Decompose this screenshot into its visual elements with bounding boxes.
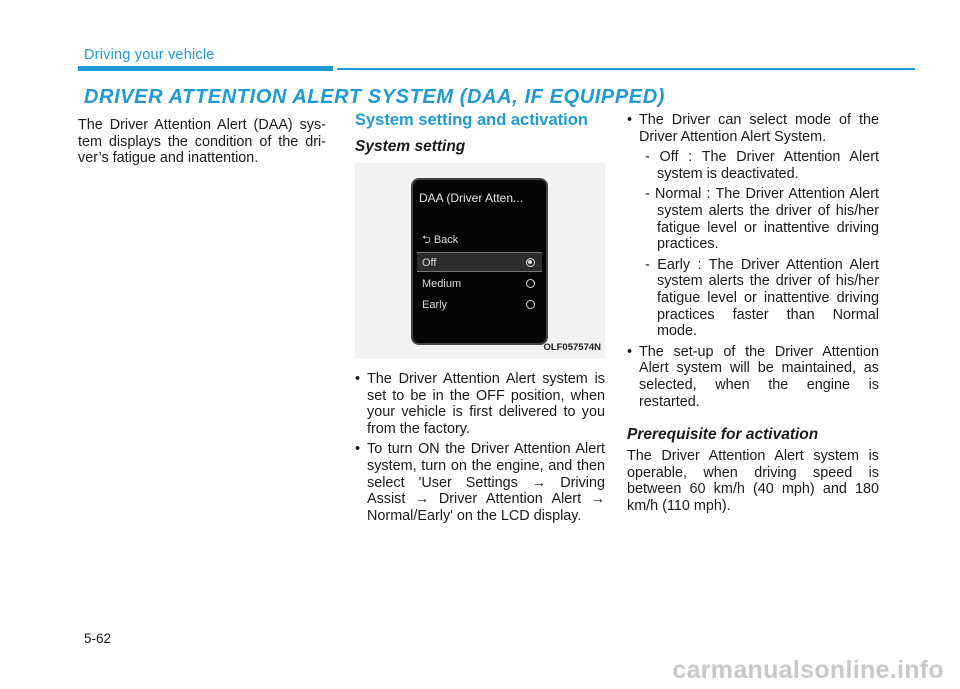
lcd-option-off <box>417 252 542 272</box>
page-number: 5-62 <box>84 631 112 646</box>
lcd-screen <box>411 178 548 345</box>
section-heading: System setting and activation <box>355 111 588 129</box>
figure-caption: OLF057574N <box>543 342 601 354</box>
bullet-turn-on: • To turn ON the Driver Attention Alert system, turn on the engine, and then select 'User Settings → Driving Assist → Driver Attention Alert → Normal/Early' on the LCD display. <box>355 441 605 524</box>
column-middle <box>355 110 605 528</box>
mode-early: - Early : The Driver Attention Alert system alerts the driver of his/her fatigue level or inattentive driving practices faster than Normal mode. <box>645 256 879 340</box>
back-arrow-icon: ⮌ <box>422 234 431 246</box>
column-left <box>78 117 326 167</box>
mode-normal: - Normal : The Driver Attention Alert system alerts the driver of his/her fatigue level or inattentive driving practices. <box>645 186 879 253</box>
watermark: carmanualsonline.info <box>672 656 944 684</box>
column-right <box>627 112 879 514</box>
lcd-option-label: Off <box>422 257 437 269</box>
lcd-back-label: Back <box>433 234 459 246</box>
prerequisite-paragraph: The Driver Attention Alert system is operable, when driving speed is between 60 km/h (40 mph) and 180 km/h (110 mph). <box>627 448 879 514</box>
page-title: DRIVER ATTENTION ALERT SYSTEM (DAA, IF EQUIPPED) <box>84 86 666 108</box>
bullet-default-off: • The Driver Attention Alert system is set to be in the OFF position, when your vehicle is first delivered to you from the factory. <box>355 371 605 437</box>
radio-selected-icon <box>526 258 535 267</box>
lcd-option-medium <box>417 274 542 294</box>
bullet-setup-maintained: • The set-up of the Driver Attention Alert system will be maintained, as selected, when the engine is restarted. <box>627 344 879 410</box>
lcd-option-label: Medium <box>422 278 462 290</box>
subheading-system-setting: System setting <box>355 138 466 155</box>
bullet-select-mode: • The Driver can select mode of the Driver Attention Alert System. <box>627 112 879 145</box>
mode-off: - Off : The Driver Attention Alert system is deactivated. <box>645 149 879 182</box>
subheading-prerequisite: Prerequisite for activation <box>627 426 819 444</box>
header-rule-thick <box>78 66 333 71</box>
header-rule-thin <box>337 68 915 70</box>
lcd-screen-title: DAA (Driver Atten... <box>419 191 524 205</box>
radio-icon <box>526 300 535 309</box>
section-label: Driving your vehicle <box>84 47 215 63</box>
radio-icon <box>526 279 535 288</box>
lcd-option-early <box>417 295 542 315</box>
lcd-option-label: Early <box>422 299 448 311</box>
lcd-figure <box>355 163 605 359</box>
intro-paragraph: The Driver Attention Alert (DAA) sys-tem displays the condition of the dri-ver’s fatigue and inattention. <box>78 117 326 167</box>
lcd-back-row <box>417 230 542 250</box>
